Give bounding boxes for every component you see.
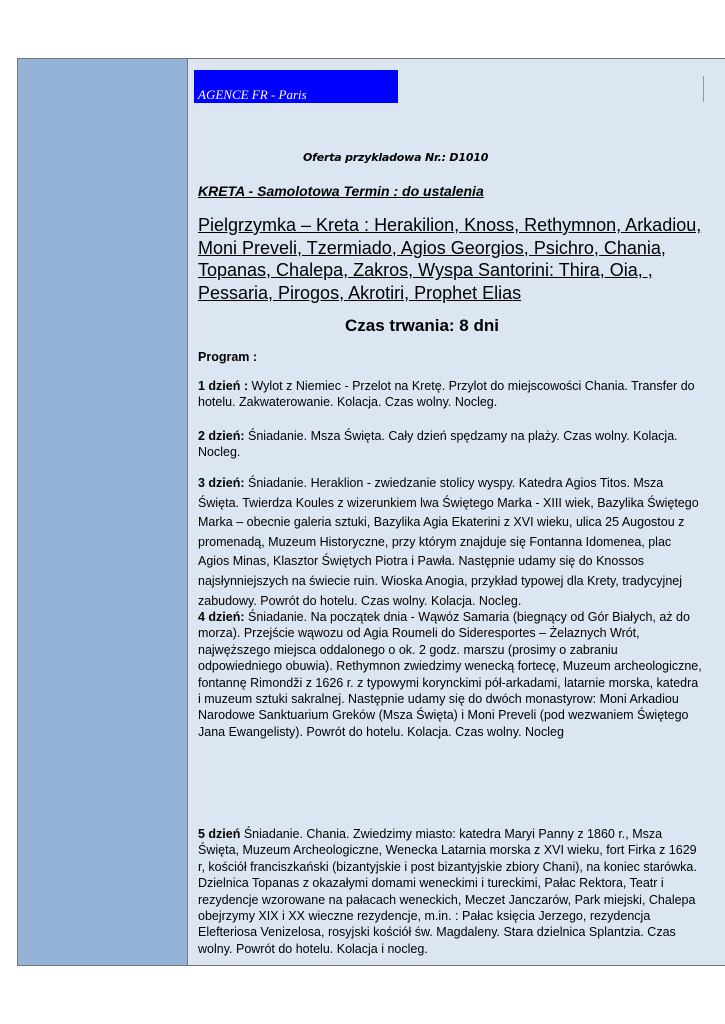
offer-number: Oferta przykladowa Nr.: D1010 — [303, 151, 489, 164]
day-1-text: Wylot z Niemiec - Przelot na Kretę. Przylot do miejscowości Chania. Transfer do hotelu. Zakwaterowanie. Kolacja. Czas wolny. Nocleg. — [198, 379, 695, 410]
corner-divider — [703, 76, 704, 102]
day-2-text: Śniadanie. Msza Święta. Cały dzień spędzamy na plaży. Czas wolny. Kolacja. Nocleg. — [198, 429, 678, 460]
left-sidebar-column — [18, 59, 188, 965]
day-3-label: 3 dzień: — [198, 476, 245, 490]
day-5-paragraph — [198, 826, 703, 957]
day-4-paragraph — [198, 609, 703, 740]
program-label: Program : — [198, 350, 258, 364]
trip-title: Pielgrzymka – Kreta : Herakilion, Knoss, Rethymnon, Arkadiou, Moni Preveli, Tzermiado, Agios Georgios, Psichro, Chania, Topanas, Chalepa, Zakros, Wyspa Santorini: Thira, Oia, , Pessaria, Pirogos, Akrotiri, Prophet Elias — [198, 215, 702, 303]
day-4-text: Śniadanie. Na początek dnia - Wąwóz Samaria (biegnący od Gór Białych, aż do morza). Przejście wąwozu od Agia Roumeli do Sideresportes – Żelaznych Wrót, najwęższego miejsca oddalonego o ok. 2 godz. marszu (prosimy o zabraniu odpowiedniego obuwia). Rethymnon zwiedzimy wenecką fortecę, Muzeum archeologiczne, fontannę Rimondži z 1626 r. z typowymi korynckimi pół-arkadami, latarnie morska, katedra i muzeum sztuki sakralnej. Następnie udamy się do dwóch monastyrow: Moni Arkadiou Narodowe Sanktuarium Greków (Msza Święta) i Moni Preveli (pod wezwaniem Świętego Jana Ewangelisty). Powrót do hotelu. Kolacja. Czas wolny. Nocleg — [198, 610, 702, 739]
day-5-label: 5 dzień — [198, 827, 241, 841]
day-2-paragraph — [198, 428, 703, 461]
day-3-paragraph — [198, 474, 703, 611]
agency-name: AGENCE FR - Paris — [198, 87, 307, 102]
trip-subtitle: KRETA - Samolotowa Termin : do ustalenia — [198, 183, 484, 199]
day-4-label: 4 dzień: — [198, 610, 245, 624]
trip-duration: Czas trwania: 8 dni — [345, 316, 499, 335]
day-3-text: Śniadanie. Heraklion - zwiedzanie stolicy wyspy. Katedra Agios Titos. Msza Święta. Twierdza Koules z wizerunkiem lwa Świętego Marka - XIII wiek, Bazylika Świętego Marka – obecnie galeria sztuki, Bazylika Agia Ekaterini z XVI wieku, ulica 25 Augostou z promenadą, Muzeum Historyczne, przy którym znajduje się Fontanna Idomenea, plac Agios Minas, Klasztor Świętych Piotra i Pawła. Następnie udamy się do Knossos najsłynniejszych na świecie ruin. Wioska Anogia, przykład typowej dla Krety, tradycyjnej zabudowy. Powrót do hotelu. Czas wolny. Kolacja. Nocleg. — [198, 476, 699, 608]
day-2-label: 2 dzień: — [198, 429, 245, 443]
day-1-paragraph — [198, 378, 703, 411]
day-5-text: Śniadanie. Chania. Zwiedzimy miasto: katedra Maryi Panny z 1860 r., Msza Święta, Muzeum Archeologiczne, Wenecka Latarnia morska z XVI wieku, fort Firka z 1629 r, kościół franciszkański (bizantyjskie i post bizantyjskie zbiory Chani), na koniec starówka. Dzielnica Topanas z okazałymi domami weneckimi i tureckimi, Pałac Rektora, Teatr i rezydencje wzorowane na pałacach weneckich, Meczet Janczarów, Park miejski, Chalepa obejrzymy XIX i XX wieczne rezydencje, m.in. : Pałac księcia Jerzego, rezydencja Elefteriosa Venizelosa, rosyjski kościół św. Magdaleny. Stara dzielnica Splantzia. Czas wolny. Powrót do hotelu. Kolacja i nocleg. — [198, 827, 697, 956]
day-1-label: 1 dzień : — [198, 379, 249, 393]
